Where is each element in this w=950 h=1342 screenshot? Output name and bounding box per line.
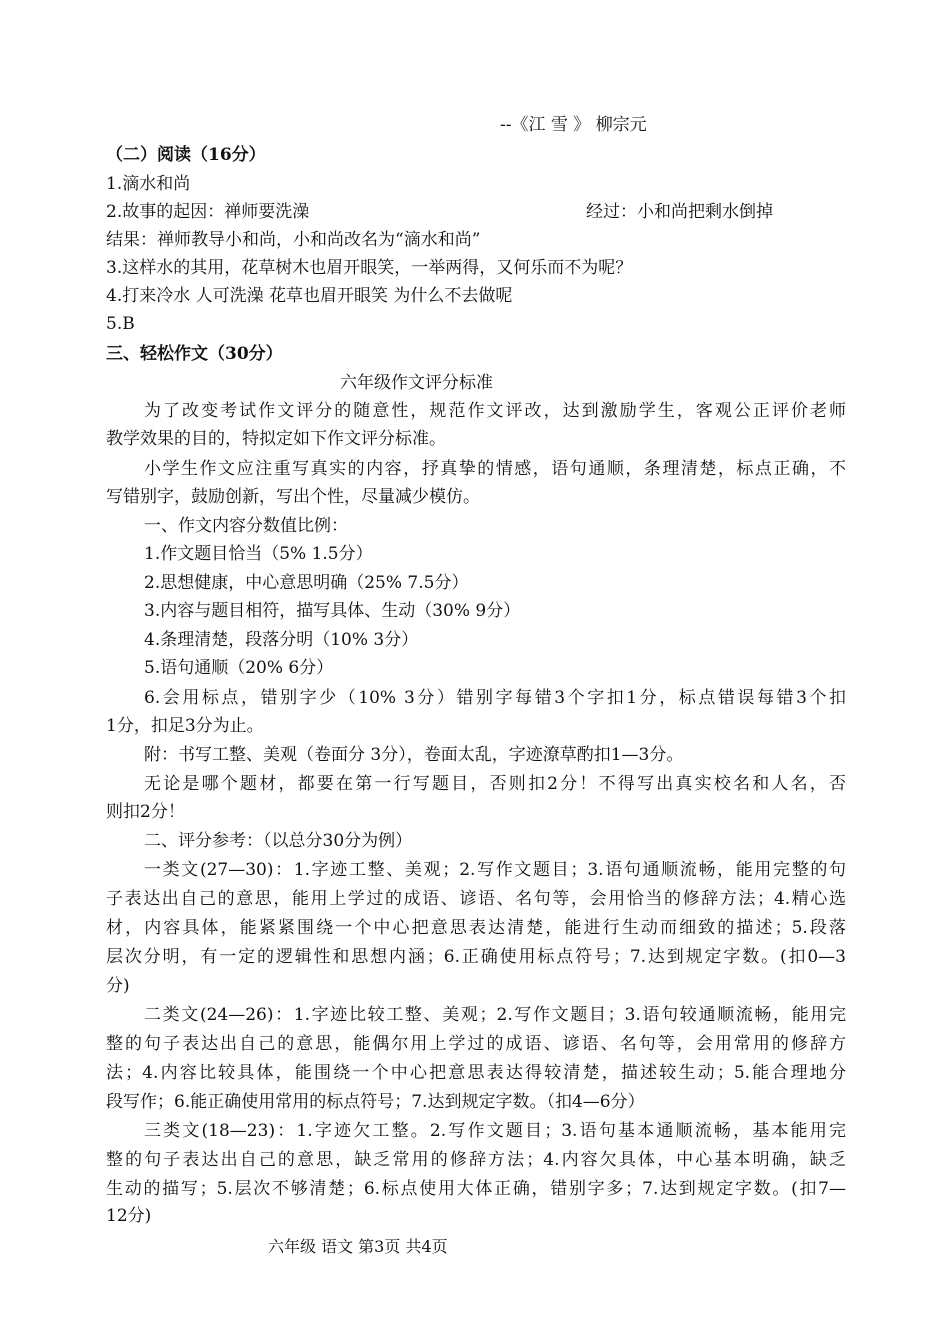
grade-2-text: 段写作；6.能正确使用常用的标点符号；7.达到规定字数。（扣4—6分） — [106, 1092, 645, 1112]
grade-1-text: 子表达出自己的意思，能用上学过的成语、谚语、名句等，会用恰当的修辞方法；4.精心选 — [106, 889, 846, 909]
grade-1-text: 分) — [106, 976, 130, 996]
criteria-section-1-heading: 一、作文内容分数值比例： — [144, 516, 348, 536]
grade-3-text: 三类文(18—23)：1.字迹欠工整。2.写作文题目；3.语句基本通顺流畅，基本能用完 — [144, 1121, 846, 1141]
grade-2-text: 二类文(24—26)：1.字迹比较工整、美观；2.写作文题目；3.语句较通顺流畅，能用完 — [144, 1005, 846, 1025]
grade-1-text: 材，内容具体，能紧紧围绕一个中心把意思表达清楚，能进行生动而细致的描述；5.段落 — [106, 918, 846, 938]
reading-answer-2-cause: 2.故事的起因：禅师要洗澡 — [106, 202, 310, 222]
criteria-text-line: 教学效果的目的，特拟定如下作文评分标准。 — [106, 429, 446, 449]
criteria-title-rule: 无论是哪个题材，都要在第一行写题目，否则扣2分！不得写出真实校名和人名，否 — [144, 774, 846, 794]
grade-3-text: 12分) — [106, 1206, 152, 1226]
reading-answer-5: 5.B — [106, 314, 135, 334]
criteria-text-line: 小学生作文应注重写真实的内容，抒真挚的情感，语句通顺，条理清楚，标点正确，不 — [144, 459, 846, 479]
reading-answer-2-result: 结果：禅师教导小和尚，小和尚改名为“滴水和尚” — [106, 230, 481, 250]
criteria-item-4: 4.条理清楚，段落分明（10% 3分） — [144, 630, 419, 650]
criteria-text-line: 为了改变考试作文评分的随意性，规范作文评改，达到激励学生，客观公正评价老师 — [144, 401, 846, 421]
reading-answer-4: 4.打来冷水 人可洗澡 花草也眉开眼笑 为什么不去做呢 — [106, 286, 513, 306]
criteria-item-1: 1.作文题目恰当（5% 1.5分） — [144, 544, 373, 564]
reading-answer-1: 1.滴水和尚 — [106, 174, 191, 194]
criteria-item-2: 2.思想健康，中心意思明确（25% 7.5分） — [144, 573, 469, 593]
grade-2-text: 法；4.内容比较具体，能围绕一个中心把意思表达得较清楚，描述较生动；5.能合理地分 — [106, 1063, 846, 1083]
reading-answer-3: 3.这样水的其用，花草树木也眉开眼笑，一举两得，又何乐而不为呢？ — [106, 258, 633, 278]
grade-1-text: 层次分明，有一定的逻辑性和思想内涵；6.正确使用标点符号；7.达到规定字数。(扣0—3 — [106, 947, 846, 967]
criteria-title-rule-cont: 则扣2分！ — [106, 802, 185, 822]
composition-heading: 三、轻松作文（30分） — [106, 344, 283, 364]
criteria-text-line: 写错别字，鼓励创新，写出个性，尽量减少模仿。 — [106, 487, 480, 507]
criteria-item-6-cont: 1分，扣足3分为止。 — [106, 716, 264, 736]
grade-2-text: 整的句子表达出自己的意思，能偶尔用上学过的成语、谚语、名句等，会用常用的修辞方 — [106, 1034, 846, 1054]
page-footer: 六年级 语文 第3页 共4页 — [268, 1237, 448, 1256]
reading-answer-2-process: 经过：小和尚把剩水倒掉 — [586, 202, 773, 222]
reading-heading: （二）阅读（16分） — [106, 145, 266, 165]
grade-3-text: 整的句子表达出自己的意思，缺乏常用的修辞方法；4.内容欠具体，中心基本明确，缺乏 — [106, 1150, 846, 1170]
poem-credit: --《江 雪 》 柳宗元 — [500, 115, 647, 135]
grade-1-text: 一类文(27—30)：1.字迹工整、美观；2.写作文题目；3.语句通顺流畅，能用完整的句 — [144, 860, 846, 880]
criteria-section-2-heading: 二、评分参考：（以总分30分为例） — [144, 831, 413, 851]
grade-3-text: 生动的描写；5.层次不够清楚；6.标点使用大体正确，错别字多；7.达到规定字数。(扣7— — [106, 1179, 846, 1199]
criteria-item-5: 5.语句通顺（20% 6分） — [144, 658, 334, 678]
criteria-appendix: 附：书写工整、美观（卷面分 3分），卷面太乱，字迹潦草酌扣1—3分。 — [144, 745, 684, 765]
criteria-item-6: 6.会用标点，错别字少（10% 3分）错别字每错3个字扣1分，标点错误每错3个扣 — [144, 688, 846, 708]
composition-title: 六年级作文评分标准 — [340, 373, 493, 393]
criteria-item-3: 3.内容与题目相符，描写具体、生动（30% 9分） — [144, 601, 521, 621]
